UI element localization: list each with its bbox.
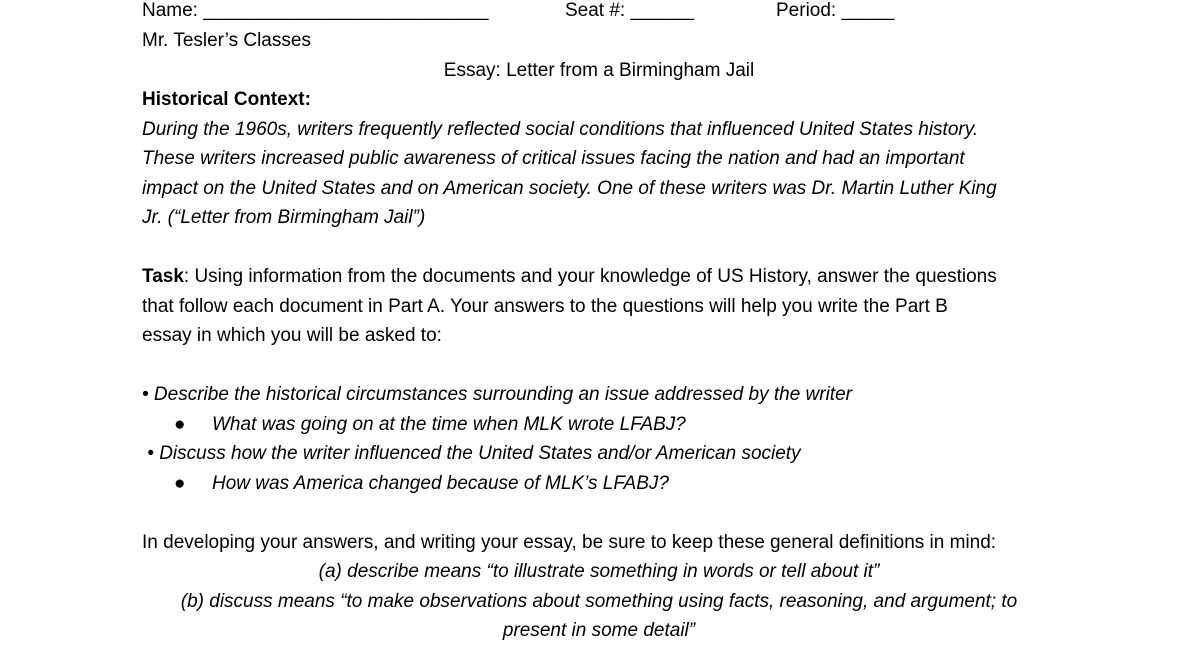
definition-discuss: (b) discuss means “to make observations about something using facts, reasoning, and argument; to <box>180 590 1018 612</box>
sub-bullet-text: How was America changed because of MLK’s LFABJ? <box>212 472 669 494</box>
historical-context-line: These writers increased public awareness of critical issues facing the nation and had an important <box>142 148 965 169</box>
historical-context-line: impact on the United States and on American society. One of these writers was Dr. Martin Luther King <box>142 177 997 199</box>
bullet-item: • Describe the historical circumstances surrounding an issue addressed by the writer <box>142 384 852 405</box>
task-text: : Using information from the documents and your knowledge of US History, answer the questions <box>183 266 997 287</box>
historical-context-line: Jr. (“Letter from Birmingham Jail”) <box>142 207 426 228</box>
bullet-item: • Discuss how the writer influenced the United States and/or American society <box>142 443 801 464</box>
sub-bullet-item <box>142 410 1072 440</box>
task-line <box>142 262 1072 292</box>
worksheet-page <box>142 0 1072 646</box>
task-line: essay in which you will be asked to: <box>142 325 442 346</box>
historical-context-heading: Historical Context: <box>142 89 311 110</box>
spacer <box>142 351 1072 381</box>
class-label: Mr. Tesler’s Classes <box>142 30 311 51</box>
sub-bullet-text: What was going on at the time when MLK wrote LFABJ? <box>212 413 686 435</box>
seat-field-label: Seat #: ______ <box>565 0 694 21</box>
historical-context-line: During the 1960s, writers frequently reflected social conditions that influenced United States history. <box>142 118 979 140</box>
task-line: that follow each document in Part A. Your answers to the questions will help you write the Part B <box>142 295 948 317</box>
period-field-label: Period: _____ <box>776 0 895 21</box>
spacer <box>142 498 1072 528</box>
sub-bullet-item <box>142 469 1072 499</box>
definition-describe: (a) describe means “to illustrate something in words or tell about it” <box>318 561 880 582</box>
document-title: Essay: Letter from a Birmingham Jail <box>443 59 755 81</box>
spacer <box>142 233 1072 263</box>
bullet-dot-icon: ● <box>174 472 186 494</box>
definitions-intro: In developing your answers, and writing your essay, be sure to keep these general definitions in mind: <box>142 531 997 553</box>
header-row <box>142 0 1072 26</box>
name-field-label: Name: ___________________________ <box>142 0 489 21</box>
bullet-dot-icon: ● <box>174 413 186 435</box>
definition-discuss-continued: present in some detail” <box>502 620 696 641</box>
task-label: Task <box>142 266 184 287</box>
